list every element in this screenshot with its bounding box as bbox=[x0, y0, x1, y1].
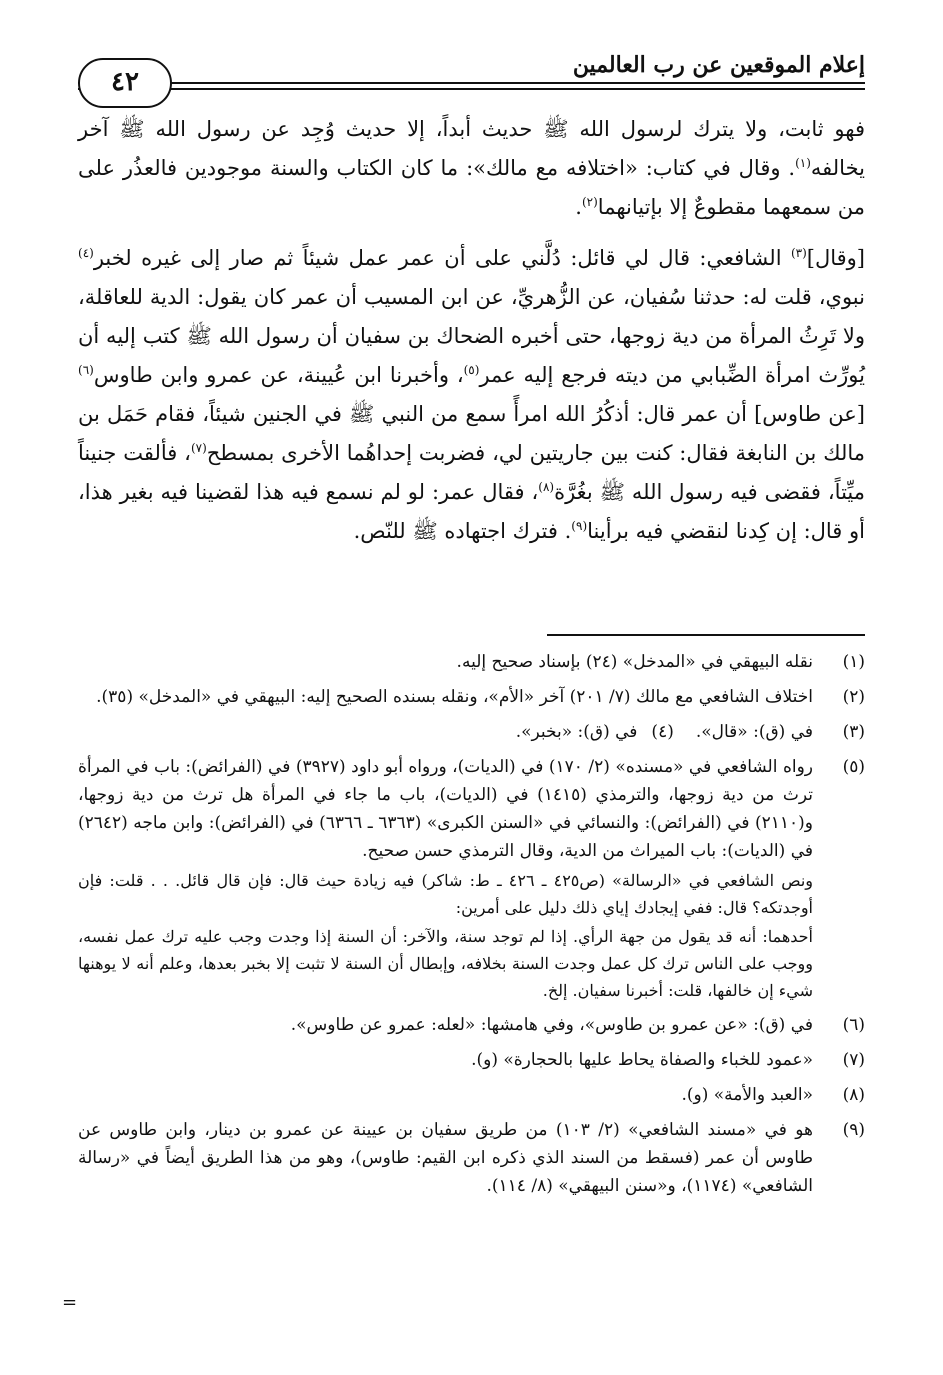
footnote-text: اختلاف الشافعي مع مالك (٧/ ٢٠١) آخر «الأم»، ونقله بسنده الصحيح إليه: البيهقي في «المدخل» (٣٥). bbox=[96, 687, 813, 707]
text-segment: [وقال] bbox=[806, 246, 865, 270]
text-segment: . bbox=[575, 195, 582, 219]
text-segment: ، فألقت جنيناً ميِّتاً، فقضى فيه رسول الله ﷺ بغُرَّة bbox=[78, 441, 865, 504]
footnote-text: نقله البيهقي في «المدخل» (٢٤) بإسناد صحيح إليه. bbox=[456, 652, 813, 672]
footnote-ref: (٩) bbox=[571, 519, 588, 533]
footnote-number: (٧) bbox=[842, 1050, 865, 1070]
running-title: إعلام الموقعين عن رب العالمين bbox=[572, 52, 865, 78]
footnote-ref: (٥) bbox=[463, 363, 480, 377]
footnote-text-pair bbox=[78, 718, 813, 746]
main-text bbox=[78, 110, 865, 563]
footnote-separator bbox=[547, 634, 865, 636]
footnote-6 bbox=[78, 1011, 865, 1039]
footnote-text: هو في «مسند الشافعي» (٢/ ١٠٣) من طريق سفيان بن عيينة عن عمرو بن دينار، وابن طاوس عن طاوس أن عمر (فسقط من السند الذي ذكره ابن القيم: طاوس)، وهو من هذا الطريق أيضاً في «رسالة الشافعي» (١١٧٤)، و«سنن البيهقي» (٨/ ١١٤). bbox=[78, 1120, 813, 1196]
footnote-2 bbox=[78, 683, 865, 711]
footnote-1 bbox=[78, 648, 865, 676]
footnote-number: (٤) bbox=[651, 722, 674, 742]
text-segment: [عن طاوس] أن عمر قال: أذكُرُ الله امرأً سمع من النبي ﷺ في الجنين شيئاً، فقام حَمَل بن مالك بن النابغة فقال: كنت بين جاريتين لي، فضربت إحداهُما الأخرى بمسطح bbox=[78, 402, 865, 465]
footnote-text: رواه الشافعي في «مسنده» (٢/ ١٧٠) في (الديات)، ورواه أبو داود (٣٩٢٧) في (الفرائض): باب في المرأة ترث من دية زوجها، والترمذي (١٤١٥) في (الديات)، باب ما جاء في المرأة هل ترث من دية زوجها، و(٢١١٠) في (الفرائض): والنسائي في «السنن الكبرى» (٦٣٦٣ ـ ٦٣٦٦) في (الفرائض): وابن ماجه (٢٦٤٢) في (الديات): باب الميراث من الدية، وقال الترمذي حسن صحيح. bbox=[78, 757, 814, 861]
footnote-subparagraph: أحدهما: أنه قد يقول من جهة الرأي. إذا لم توجد سنة، والآخر: أن السنة إذا وجدت وجب عليه ترك عمل نفسه، ووجب على الناس ترك كل عمل وجدت السنة بخلافه، وإبطال أن السنة لا تثبت إلا بخبر بعدها، وعلم أنه لا يوهنها شيء إن خالفها، قلت: أخبرنا سفيان. إلخ. bbox=[78, 927, 814, 1000]
footnote-8 bbox=[78, 1081, 865, 1109]
footnote-9 bbox=[78, 1116, 865, 1200]
header-rule-bottom bbox=[78, 88, 865, 90]
text-segment: فهو ثابت، ولا يترك لرسول الله ﷺ حديث أبداً، إلا حديث وُجِد عن رسول الله ﷺ آخر يخالفه bbox=[78, 117, 865, 180]
footnotes bbox=[78, 648, 865, 1207]
text-segment: نبوي، قلت له: حدثنا سُفيان، عن الزُّهريِّ، عن ابن المسيب أن عمر كان يقول: الدية للعاقلة، ولا تَرِثُ المرأة من دية زوجها، حتى أخبره الضحاك بن سفيان أن رسول الله ﷺ كتب إليه أن يُورِّث امرأة الضِّبابي من ديته فرجع إليه عمر bbox=[78, 285, 865, 387]
footnote-number: (٦) bbox=[842, 1015, 865, 1035]
footnote-ref: (٦) bbox=[78, 363, 94, 377]
header-rule-top bbox=[78, 82, 865, 84]
paragraph-2 bbox=[78, 239, 865, 551]
footnote-text: «عمود للخباء والصفاة يحاط عليها بالحجارة» (و). bbox=[471, 1050, 813, 1070]
footnote-number: (٩) bbox=[842, 1120, 865, 1140]
footnote-number: (٨) bbox=[842, 1085, 865, 1105]
footnote-ref: (٧) bbox=[190, 441, 207, 455]
footnote-3-4 bbox=[78, 718, 865, 746]
footnote-number: (٣) bbox=[842, 722, 865, 742]
footnote-ref: (٨) bbox=[538, 480, 555, 494]
paragraph-1 bbox=[78, 110, 865, 227]
footnote-ref: (١) bbox=[795, 156, 811, 170]
text-segment: ، فقال عمر: لو لم نسمع فيه هذا لقضينا فيه بغير هذا، أو قال: إن كِدنا لنقضي فيه برأينا bbox=[78, 480, 865, 543]
page-header bbox=[78, 38, 865, 100]
footnote-number: (٢) bbox=[842, 687, 865, 707]
footnote-text: في (ق): «قال». bbox=[695, 722, 813, 742]
footnote-ref: (٤) bbox=[78, 246, 94, 260]
footnote-5 bbox=[78, 753, 865, 1004]
text-segment: . فترك اجتهاده ﷺ للنّص. bbox=[353, 519, 572, 543]
text-segment: ، وأخبرنا ابن عُيينة، عن عمرو وابن طاوس bbox=[93, 363, 464, 387]
footnote-number: (٥) bbox=[842, 757, 865, 777]
footnote-7 bbox=[78, 1046, 865, 1074]
footnote-ref: (٣) bbox=[790, 246, 807, 260]
page-number: ٤٢ bbox=[78, 58, 172, 108]
footnote-text: «العبد والأمة» (و). bbox=[681, 1085, 813, 1105]
text-segment: . وقال في كتاب: «اختلافه مع مالك»: ما كان الكتاب والسنة موجودين فالعذُر على من سمعهما مقطوعٌ إلا بإتيانهما bbox=[78, 156, 865, 219]
footnote-text: في (ق): «بخبر». bbox=[515, 722, 638, 742]
footnote-ref: (٢) bbox=[581, 195, 598, 209]
footnote-text: في (ق): «عن عمرو بن طاوس»، وفي هامشها: «لعله: عمرو عن طاوس». bbox=[290, 1015, 813, 1035]
footnote-subparagraph: ونص الشافعي في «الرسالة» (ص٤٢٥ ـ ٤٢٦ ـ ط: شاكر) فيه زيادة حيث قال: فإن قال قائل. . . قلت: فإن أوجدتكه؟ قال: ففي إيجادك إياي ذلك دليل على أمرين: bbox=[78, 871, 814, 917]
continuation-mark: = bbox=[62, 1292, 78, 1313]
footnote-number: (١) bbox=[842, 652, 865, 672]
text-segment: الشافعي: قال لي قائل: دُلَّني على أن عمر عمل شيئاً ثم صار إلى غيره لخبر bbox=[93, 246, 791, 270]
